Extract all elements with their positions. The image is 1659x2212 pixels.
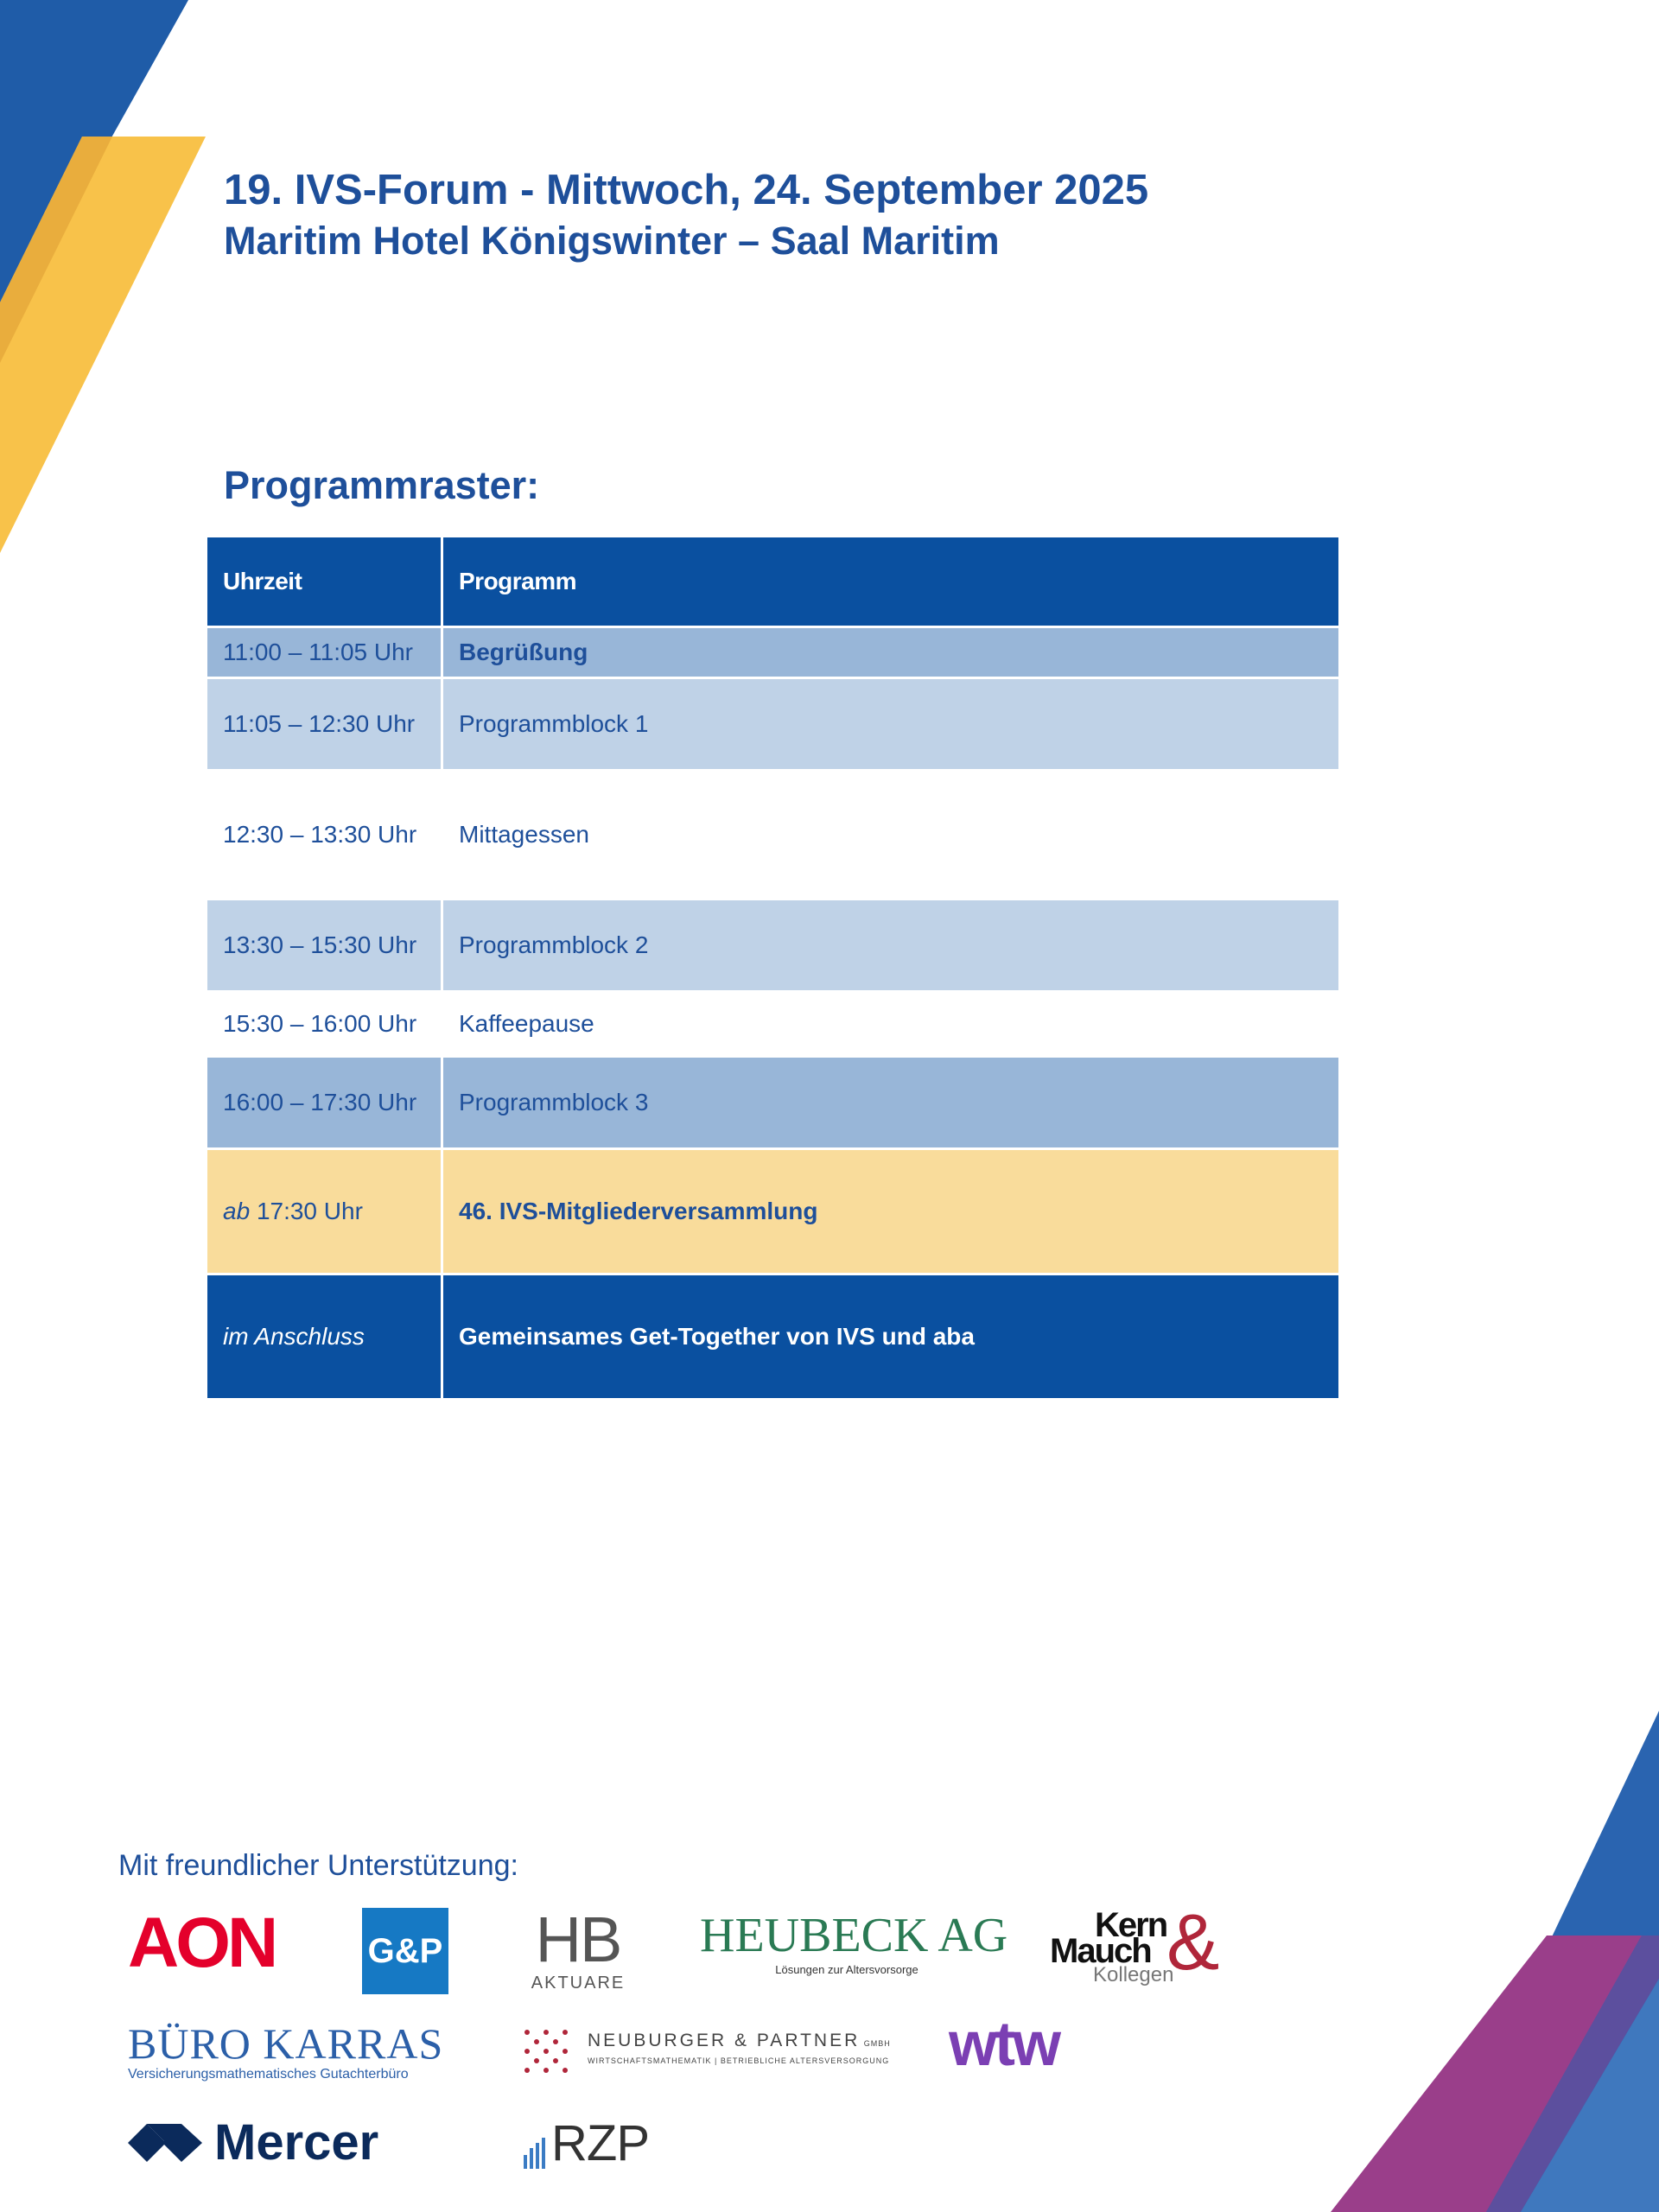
kern-mauch-kollegen-logo [1050,1898,1231,1991]
row-time: 16:00 – 17:30 Uhr [207,1058,443,1147]
row-time: 11:00 – 11:05 Uhr [207,628,443,677]
mercer-logo-text: Mercer [214,2114,379,2171]
kern-logo-word-1: Kern [1095,1906,1167,1944]
kern-logo-word-2: Mauch [1050,1932,1151,1970]
hb-aktuare-logo [531,1904,626,1993]
hb-logo-mark: HB [535,1904,621,1975]
mercer-logo [128,2114,379,2171]
row-program: 46. IVS-Mitgliederversammlung [459,1198,818,1224]
neuburger-logo-gmbh: GMBH [863,2039,891,2048]
kern-logo-ampersand: & [1166,1898,1220,1986]
section-label: Programmraster: [224,463,540,507]
row-time: 13:30 – 15:30 Uhr [207,900,443,990]
column-header-time: Uhrzeit [207,537,443,626]
row-time: 11:05 – 12:30 Uhr [207,679,443,769]
row-program: Begrüßung [459,639,588,665]
gp-logo-text: G&P [367,1931,443,1970]
heubeck-logo-text: HEUBECK AG [700,1909,1008,1962]
neuburger-logo-title [588,2031,891,2051]
table-row [207,677,1338,769]
table-row [207,769,1338,898]
table-row [207,626,1338,677]
hb-logo-sub: AKTUARE [531,1974,626,1993]
table-row [207,898,1338,990]
row-program: Programmblock 2 [459,931,649,958]
karras-logo-sub: Versicherungsmathematisches Gutachterbüro [128,2067,409,2082]
mercer-mark-icon [128,2120,202,2165]
row-program: Mittagessen [459,821,589,848]
row-time-prefix: ab [223,1198,251,1224]
row-time-value: 17:30 Uhr [256,1198,363,1224]
rzp-bars-icon [524,2134,550,2169]
gp-logo [362,1908,448,1994]
neuburger-logo-sub: WIRTSCHAFTSMATHEMATIK | BETRIEBLICHE ALTERSVERSORGUNG [588,2056,890,2065]
wtw-logo: wtw [949,2010,1058,2079]
rzp-logo-text: RZP [551,2115,649,2171]
table-row [207,1055,1338,1147]
row-time: 12:30 – 13:30 Uhr [207,772,443,898]
neuburger-logo-text: NEUBURGER & PARTNER [588,2031,861,2050]
aon-logo: AON [128,1904,276,1982]
table-row [207,1147,1338,1273]
column-header-program: Programm [459,568,577,594]
row-time: 15:30 – 16:00 Uhr [207,993,443,1055]
schedule-table [207,537,1338,1398]
table-row [207,990,1338,1055]
row-program: Kaffeepause [459,1010,594,1037]
row-time [207,1150,443,1273]
row-program: Programmblock 1 [459,710,649,737]
heubeck-logo [700,1909,1008,1976]
row-program: Programmblock 3 [459,1089,649,1116]
table-header-row [207,537,1338,626]
buero-karras-logo [128,2019,444,2082]
heubeck-logo-sub: Lösungen zur Altersvorsorge [775,1963,918,1976]
row-program: Gemeinsames Get-Together von IVS und aba [459,1323,975,1350]
table-row [207,1273,1338,1398]
sponsors-label: Mit freundlicher Unterstützung: [118,1849,518,1882]
page-title: 19. IVS-Forum - Mittwoch, 24. September 2025 [224,167,1149,213]
karras-logo-text: BÜRO KARRAS [128,2019,444,2068]
neuburger-dots-icon [522,2027,570,2075]
kern-logo-word-3: Kollegen [1093,1963,1174,1986]
row-time: im Anschluss [207,1275,443,1398]
rzp-logo [524,2117,649,2169]
neuburger-partner-logo [522,2027,891,2075]
page-subtitle: Maritim Hotel Königswinter – Saal Maritim [224,219,1000,263]
